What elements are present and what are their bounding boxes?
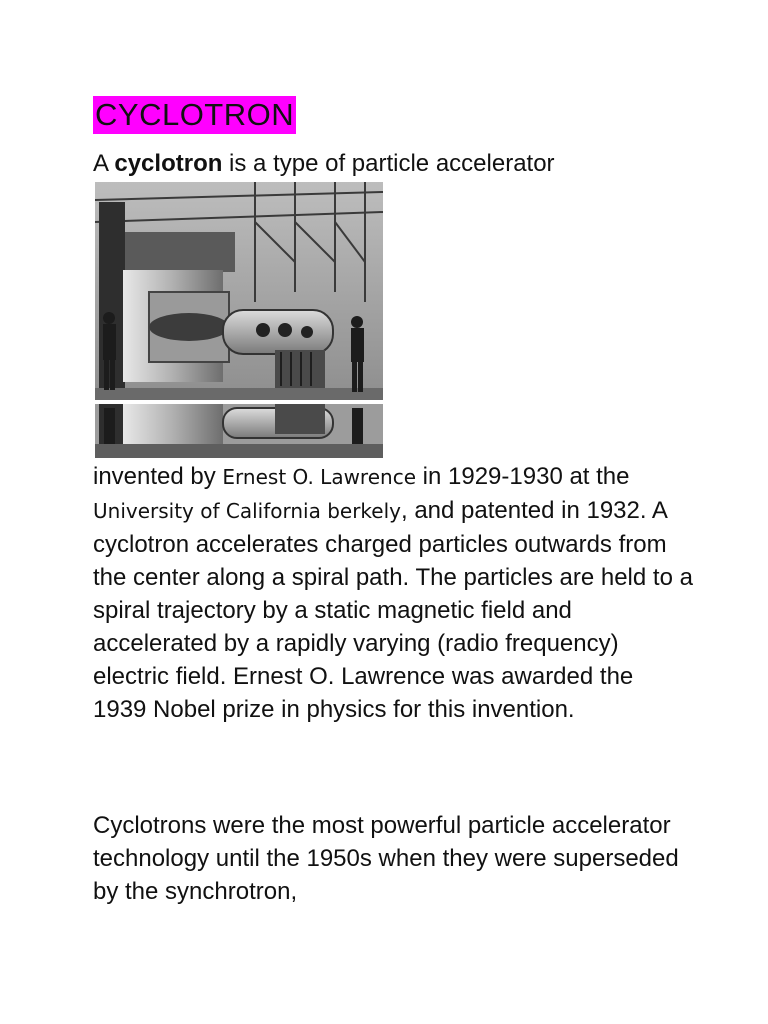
page-title: CYCLOTRON: [95, 97, 295, 132]
body-text-segment: in 1929-1930 at the: [416, 463, 630, 490]
cyclotron-photo-illustration: [95, 182, 383, 458]
body-paragraph-1: [93, 460, 693, 726]
university-name: University of California berkely: [93, 499, 401, 523]
intro-suffix: is a type of particle accelerator: [222, 150, 555, 177]
body-text-segment: invented by: [93, 463, 223, 490]
intro-line: [93, 147, 693, 181]
intro-prefix: A: [93, 150, 115, 177]
intro-term: cyclotron: [114, 150, 223, 177]
body-paragraph-2: Cyclotrons were the most powerful particle accelerator technology until the 1950s when they were superseded by the synchrotron,: [93, 812, 679, 905]
body-text-segment: , and patented in 1932. A cyclotron accelerates charged particles outwards from the center along a spiral path. The particles are held to a spiral trajectory by a static magnetic field and accelerated by a rapidly varying (radio frequency) electric field. Ernest O. Lawrence was awarded the 1939 Nobel prize in physics for this invention.: [93, 497, 693, 723]
inventor-name: Ernest O. Lawrence: [222, 465, 416, 489]
cyclotron-photo: [95, 182, 383, 458]
